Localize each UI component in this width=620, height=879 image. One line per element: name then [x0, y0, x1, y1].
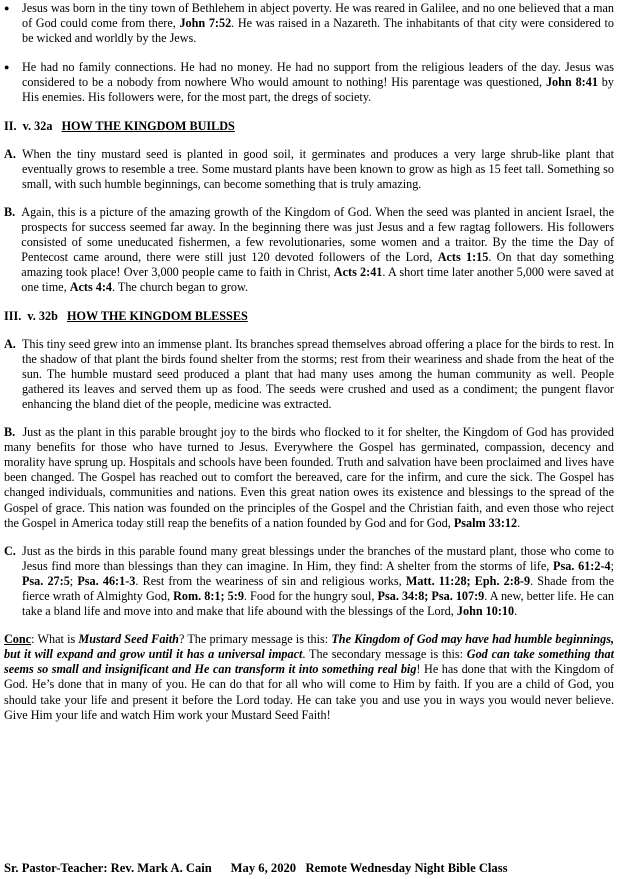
point-3a — [4, 337, 614, 412]
point-label: A. — [4, 336, 16, 351]
point-label: A — [4, 146, 13, 161]
footer-author: Sr. Pastor-Teacher: Rev. Mark A. Cain — [4, 861, 212, 875]
point-3b — [4, 425, 614, 531]
bullet-item-1 — [4, 1, 614, 46]
bullet-icon — [4, 1, 22, 46]
point-label: C. — [4, 543, 16, 558]
point-text-3c: Just as the birds in this parable found many great blessings under the branches of the mustard plant, those who come to Jesus find more than blessings than they can imagine. In Him, they find: A shelter from the storms of life, Psa. 61:2-4; Psa. 27:5; Psa. 46:1-3. Rest from the weariness of sin and religious works, Matt. 11:28; Eph. 2:8-9. Shade from the fierce wrath of Almighty God, Rom. 8:1; 5:9. Food for the hungry soul, Psa. 34:8; Psa. 107:9. A new, better life. He can take a bland life and move into and make that life abound with the blessings of the Lord, John 10:10. — [21, 543, 614, 619]
bullet-text-1: Jesus was born in the tiny town of Bethlehem in abject poverty. He was reared in Galilee, and no one believed that a man of God could come from there, John 7:52. He was raised in a Nazareth. The inhabitants of that city were considered to be wicked and worldly by the Jews. — [22, 1, 614, 46]
point-label: B — [4, 204, 13, 219]
point-label: B. — [4, 425, 16, 440]
section-heading-2: II. v. 32a HOW THE KINGDOM BUILDS — [4, 118, 235, 133]
section-heading-3: III. v. 32b HOW THE KINGDOM BLESSES — [4, 308, 248, 323]
footer-event: Remote Wednesday Night Bible Class — [305, 861, 508, 875]
point-text-2a: When the tiny mustard seed is planted in good soil, it germinates and produces a very large shrub-like plant that eventually grows to resemble a tree. Some mustard plants have been known to grow as high as 15 feet tall. Something so small, with such humble beginnings, can become something that is truly amazing. — [21, 146, 614, 191]
footer-date: May 6, 2020 — [230, 861, 297, 875]
document-page — [4, 1, 614, 723]
point-2a: A . When the tiny mustard seed is planted in good soil, it germinates and produces a very large shrub-like plant that eventually grows to resemble a tree. Some mustard plants have been known to grow as high as 15 feet tall. Something so small, with such humble beginnings, can become something that is truly amazing. — [4, 146, 614, 191]
bullet-text-2: He had no family connections. He had no money. He had no support from the religious leaders of the day. Jesus was considered to be a nobody from nowhere Who would amount to nothing! His parentage was questioned, John 8:41 by His enemies. His followers were, for the most part, the dregs of society. — [22, 60, 614, 105]
bullet-icon — [4, 60, 22, 105]
point-text-2b: Again, this is a picture of the amazing growth of the Kingdom of God. When the seed was planted in ancient Israel, the prospects for success seemed far away. In the beginning there was just Jesus and a few ragtag followers. His followers consisted of some uneducated fishermen, a few revolutionaries, some women and a traitor. By the time the Day of Pentecost came around, there were still just 120 devoted followers of the Lord, Acts 1:15. On that day something amazing took place! Over 3,000 people came to faith in Christ, Acts 2:41. A short time later another 5,000 were saved at one time, Acts 4:4. The church began to grow. — [21, 204, 614, 295]
conclusion-paragraph: Conc: What is Mustard Seed Faith? The primary message is this: The Kingdom of God may have had humble beginnings, but it will expand and grow until it has a universal impact. The secondary message is this: God can take something that seems so small and insignificant and He can transform it into something real big! He has done that with the Kingdom of God. He’s done that in many of you. He can do that for all who will come to Him by faith. If you are a child of God, you should take your life and present it before the Lord today. He can take you and use you in ways you would never believe. Give Him your life and watch Him work your Mustard Seed Faith! — [4, 632, 615, 722]
point-2b: B . Again, this is a picture of the amazing growth of the Kingdom of God. When the seed was planted in ancient Israel, the prospects for success seemed far away. In the beginning there was just Jesus and a few ragtag followers. His followers consisted of some uneducated fishermen, a few revolutionaries, some women and a traitor. By the time the Day of Pentecost came around, there were still just 120 devoted followers of the Lord, Acts 1:15. On that day something amazing took place! Over 3,000 people came to faith in Christ, Acts 2:41. A short time later another 5,000 were saved at one time, Acts 4:4. The church began to grow. — [4, 204, 614, 295]
point-text-3a: This tiny seed grew into an immense plant. Its branches spread themselves abroad offering a place for the birds to rest. In the shadow of that plant the birds found shelter from the storms; rest from their weariness and shade from the heat of the sun. The humble mustard seed produced a plant that had many uses among the human community as well. People gathered its leaves and served them up as food. The seeds were crushed and used as a condiment; the pungent flavor enhancing the bland diet of the people, medicine was extracted. — [21, 336, 614, 411]
point-text-3b: Just as the plant in this parable brought joy to the birds who flocked to it for shelter, the Kingdom of God has provided many benefits for those who have turned to Jesus. Everywhere the Gospel has germinated, compassion, decency and morality have sprung up. Hospitals and schools have been founded. Truth and salvation have been proclaimed and lives have been changed. The Gospel has reached out to comfort the bereaved, care for the infirm, and cure the sick. The Gospel has changed individuals, communities and nations. Even this great nation owes its existence and blessings to the spread of the Gospel of grace. This nation was founded on the principles of the Gospel and the Christian faith, and even those who reject the Gospel in America today still reap the benefits of a nation founded by God and for God, Psalm 33:12. — [4, 425, 614, 530]
section-title-3: HOW THE KINGDOM BLESSES — [67, 308, 248, 323]
point-3c — [4, 544, 614, 619]
section-title-2: HOW THE KINGDOM BUILDS — [61, 118, 235, 133]
bullet-item-2 — [4, 60, 614, 105]
footer-line — [4, 861, 508, 876]
